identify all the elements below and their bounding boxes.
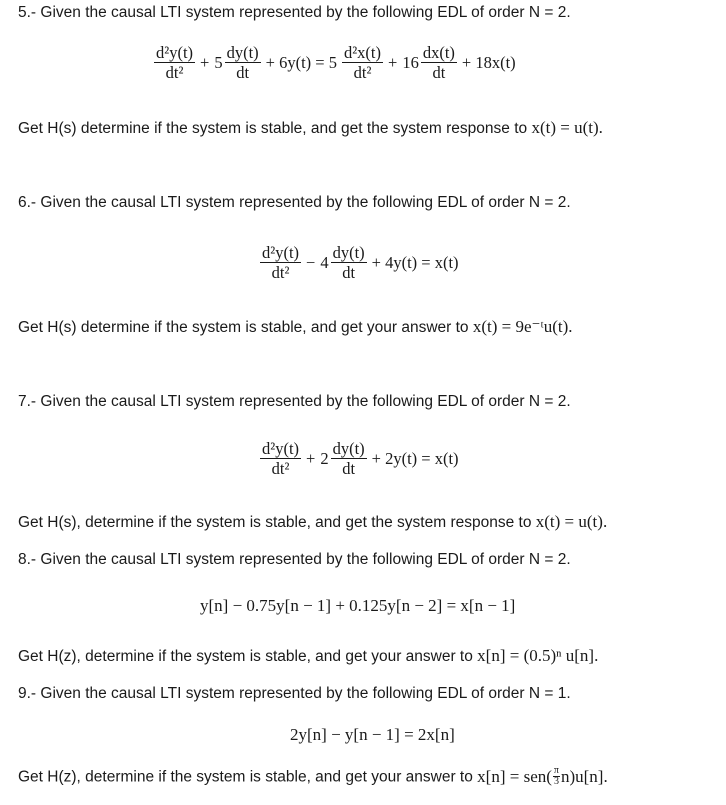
problem-7-input: x(t) = u(t). <box>535 512 608 531</box>
problem-9-input-post: n)u[n]. <box>560 766 608 786</box>
problem-5-heading: 5.- Given the causal LTI system represented by the following EDL of order N = 2. <box>18 4 571 21</box>
problem-9-frac-num: π <box>553 765 559 776</box>
problem-8-task <box>18 646 598 666</box>
eq6-term2-num: dy(t) <box>332 243 365 262</box>
eq7-rest1: + 2y(t) = x(t) <box>371 448 459 468</box>
problem-9-frac-den: 3 <box>553 776 559 787</box>
problem-8-input: x[n] = (0.5)ⁿ u[n]. <box>477 646 599 665</box>
eq6-op1: − <box>306 252 316 272</box>
problem-9-task-text: Get H(z), determine if the system is stable, and get your answer to <box>18 768 478 786</box>
eq5-term4-num: dx(t) <box>422 43 455 62</box>
eq5-rest2: + 18x(t) <box>461 52 516 72</box>
problem-6-equation <box>258 244 462 281</box>
eq5-op1: + <box>200 52 210 72</box>
eq5-coef2: 5 <box>214 52 223 72</box>
problem-7-task <box>18 512 607 532</box>
problem-5-equation <box>152 44 519 81</box>
problem-6-task-text: Get H(s) determine if the system is stable, and get your answer to <box>18 319 473 336</box>
eq6-term2-den: dt <box>342 263 356 282</box>
eq7-coef2: 2 <box>320 448 329 468</box>
problem-8-heading: 8.- Given the causal LTI system represented by the following EDL of order N = 2. <box>18 551 571 568</box>
eq5-op3: + <box>388 52 398 72</box>
problem-7-heading: 7.- Given the causal LTI system represented by the following EDL of order N = 2. <box>18 393 571 410</box>
eq5-term2-den: dt <box>236 63 250 82</box>
problem-9-input <box>477 766 608 787</box>
problem-9-equation: 2y[n] − y[n − 1] = 2x[n] <box>290 725 455 744</box>
eq7-term1-den: dt² <box>271 459 290 478</box>
eq7-term2-den: dt <box>342 459 356 478</box>
eq7-op1: + <box>306 448 316 468</box>
problem-5-task <box>18 118 603 138</box>
problem-5-task-text: Get H(s) determine if the system is stable, and get the system response to <box>18 120 532 137</box>
problem-6-task <box>18 317 573 337</box>
problem-5-input: x(t) = u(t). <box>531 118 603 137</box>
problem-8-equation: y[n] − 0.75y[n − 1] + 0.125y[n − 2] = x[n − 1] <box>200 596 516 615</box>
problem-9-heading: 9.- Given the causal LTI system represented by the following EDL of order N = 1. <box>18 685 571 702</box>
problem-6-input: x(t) = 9e⁻ᵗu(t). <box>472 317 573 336</box>
problem-9-input-pre: x[n] = sen( <box>477 766 552 786</box>
eq5-coef4: 16 <box>402 52 419 72</box>
eq7-term1-num: d²y(t) <box>262 439 300 458</box>
eq6-coef2: 4 <box>320 252 329 272</box>
eq5-rest1: + 6y(t) = 5 <box>265 52 337 72</box>
eq6-term1-den: dt² <box>271 263 290 282</box>
problem-7-task-text: Get H(s), determine if the system is stable, and get the system response to <box>18 514 536 531</box>
problem-6-heading: 6.- Given the causal LTI system represented by the following EDL of order N = 2. <box>18 194 571 211</box>
eq7-term2-num: dy(t) <box>332 439 365 458</box>
eq5-term3-num: d²x(t) <box>343 43 382 62</box>
eq5-term4-den: dt <box>432 63 446 82</box>
eq5-term3-den: dt² <box>353 63 372 82</box>
eq6-term1-num: d²y(t) <box>262 243 300 262</box>
eq5-term2-num: dy(t) <box>226 43 259 62</box>
eq6-rest1: + 4y(t) = x(t) <box>371 252 459 272</box>
problem-8-task-text: Get H(z), determine if the system is stable, and get your answer to <box>18 648 478 665</box>
eq5-term1-den: dt² <box>165 63 184 82</box>
eq5-term1-num: d²y(t) <box>156 43 194 62</box>
problem-9-task <box>18 766 608 787</box>
problem-7-equation <box>258 440 462 477</box>
